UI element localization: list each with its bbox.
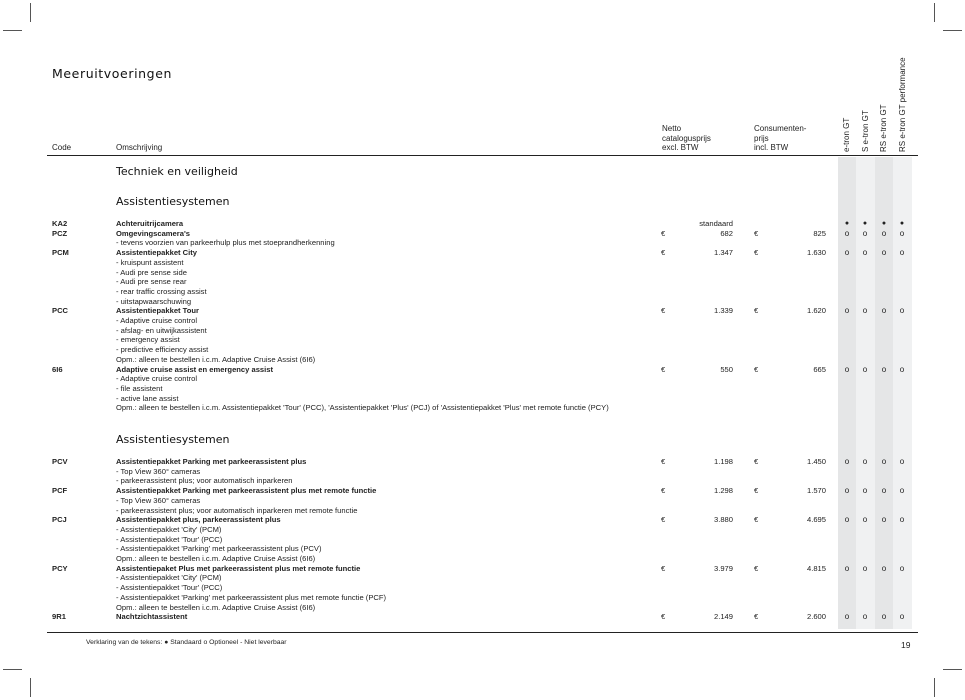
option-detail: - Assistentiepakket 'Parking' met parkeerassistent plus (PCV) <box>116 544 322 554</box>
consumer-price: 825 <box>813 228 826 238</box>
crop-mark-bottom-right-v <box>934 678 935 697</box>
netto-price: 1.298 <box>713 486 733 496</box>
option-detail: - Assistentiepakket 'Tour' (PCC) <box>116 534 223 544</box>
option-name: Assistentiepakket plus, parkeerassistent plus <box>116 515 281 525</box>
option-name: Assistentiepakket Parking met parkeerassistent plus met remote functie <box>116 486 377 496</box>
option-code: PCJ <box>52 515 67 525</box>
availability-mark: o <box>899 306 905 316</box>
option-detail: - kruispunt assistent <box>116 257 184 267</box>
crop-mark-bottom-right-h <box>943 669 962 670</box>
header-description: Omschrijving <box>116 143 163 152</box>
option-code: KA2 <box>52 219 68 228</box>
option-code: PCF <box>52 486 68 496</box>
consumer-price: 665 <box>813 364 826 374</box>
availability-mark: o <box>862 515 868 525</box>
euro-sign: € <box>754 486 759 496</box>
availability-mark: o <box>844 364 850 374</box>
option-detail: - file assistent <box>116 383 163 393</box>
page-title: Meeruitvoeringen <box>52 66 173 81</box>
availability-mark: o <box>899 612 905 622</box>
option-detail: - Adaptive cruise control <box>116 316 198 325</box>
option-code: PCV <box>52 457 68 466</box>
header-consumer-line: prijs <box>754 133 769 143</box>
availability-mark: o <box>899 228 905 238</box>
consumer-price: 1.450 <box>806 457 826 466</box>
euro-sign: € <box>661 306 666 316</box>
euro-sign: € <box>661 486 666 496</box>
availability-mark: o <box>881 306 887 316</box>
euro-sign: € <box>754 364 759 374</box>
header-model-3: RS e-tron GT <box>879 104 888 152</box>
euro-sign: € <box>754 248 759 258</box>
euro-sign: € <box>754 515 759 525</box>
option-detail: - Adaptive cruise control <box>116 374 198 384</box>
header-code: Code <box>52 143 72 152</box>
availability-mark: o <box>899 248 905 258</box>
option-detail: - tevens voorzien van parkeerhulp plus met stoeprandherkenning <box>116 238 335 248</box>
option-code: PCM <box>52 248 69 258</box>
availability-mark: o <box>844 306 850 316</box>
header-netto-price <box>662 124 711 153</box>
header-netto-line: excl. BTW <box>662 143 699 153</box>
option-name: Nachtzichtassistent <box>116 612 188 622</box>
option-name: Assistentiepaket Plus met parkeerassistent plus met remote functie <box>116 563 361 573</box>
option-detail: - Assistentiepakket 'Tour' (PCC) <box>116 583 223 593</box>
availability-mark: o <box>862 248 868 258</box>
option-detail: Opm.: alleen te bestellen i.c.m. Adaptive Cruise Assist (6I6) <box>116 602 316 612</box>
netto-price: 550 <box>720 364 733 374</box>
euro-sign: € <box>754 306 759 316</box>
option-detail: - Assistentiepakket 'City' (PCM) <box>116 573 222 583</box>
availability-mark: o <box>862 306 868 316</box>
option-code: PCC <box>52 306 69 316</box>
consumer-price: 4.815 <box>806 563 826 573</box>
netto-price: 3.979 <box>713 563 733 573</box>
section-heading: Assistentiesystemen <box>116 195 230 208</box>
crop-mark-top-left-h <box>3 30 22 31</box>
consumer-price: 1.620 <box>806 306 826 316</box>
netto-price: 1.198 <box>713 457 733 466</box>
availability-mark: ● <box>881 220 887 227</box>
euro-sign: € <box>661 364 666 374</box>
option-detail: - rear traffic crossing assist <box>116 286 207 296</box>
euro-sign: € <box>661 248 666 258</box>
option-detail: - Assistentiepakket 'Parking' met parkeerassistent plus met remote functie (PCF) <box>116 592 387 602</box>
euro-sign: € <box>754 457 759 466</box>
option-code: 9R1 <box>52 612 66 622</box>
option-detail: - Top View 360° cameras <box>116 466 201 476</box>
consumer-price: 1.630 <box>806 248 826 258</box>
option-code: PCY <box>52 563 68 573</box>
option-detail: Opm.: alleen te bestellen i.c.m. Assistentiepakket 'Tour' (PCC), 'Assistentiepakket 'Plus' (PCJ) of 'Assistentiepakket 'Plus' met remote functie (PCY) <box>116 403 609 413</box>
header-consumer-price <box>754 124 806 153</box>
availability-mark: o <box>844 228 850 238</box>
availability-mark: o <box>844 248 850 258</box>
option-detail: - Assistentiepakket 'City' (PCM) <box>116 524 222 534</box>
availability-mark: o <box>844 515 850 525</box>
option-name: Achteruitrijcamera <box>116 219 184 228</box>
availability-mark: o <box>899 457 905 466</box>
netto-price: 682 <box>720 228 733 238</box>
header-model-4: RS e-tron GT performance <box>898 57 907 152</box>
euro-sign: € <box>661 515 666 525</box>
availability-mark: o <box>844 612 850 622</box>
availability-mark: o <box>899 364 905 374</box>
option-detail: - predictive efficiency assist <box>116 345 209 355</box>
availability-mark: o <box>881 612 887 622</box>
option-detail: Opm.: alleen te bestellen i.c.m. Adaptive Cruise Assist (6I6) <box>116 554 316 563</box>
option-name: Assistentiepakket City <box>116 248 198 258</box>
option-name: Adaptive cruise assist en emergency assist <box>116 364 274 374</box>
option-code: PCZ <box>52 228 68 238</box>
availability-mark: o <box>899 486 905 496</box>
header-model-2: S e-tron GT <box>861 110 870 152</box>
availability-mark: o <box>862 612 868 622</box>
availability-mark: o <box>899 515 905 525</box>
netto-price: 1.347 <box>713 248 733 258</box>
option-detail: - Audi pre sense side <box>116 267 187 277</box>
footer-rule <box>47 632 918 633</box>
option-name: Assistentiepakket Tour <box>116 306 199 316</box>
availability-mark: o <box>899 563 905 573</box>
header-rule <box>47 155 918 156</box>
section-heading: Assistentiesystemen <box>116 433 230 446</box>
availability-mark: o <box>862 457 868 466</box>
header-netto-line: catalogusprijs <box>662 133 711 143</box>
crop-mark-top-right-v <box>934 3 935 22</box>
header-consumer-line: Consumenten- <box>754 124 807 133</box>
availability-mark: o <box>881 248 887 258</box>
crop-mark-bottom-left-v <box>30 678 31 697</box>
option-detail: - uitstapwaarschuwing <box>116 296 192 306</box>
crop-mark-top-left-v <box>30 3 31 22</box>
crop-mark-bottom-left-h <box>3 669 22 670</box>
availability-mark: ● <box>844 220 850 227</box>
option-detail: - active lane assist <box>116 393 179 403</box>
netto-price: 2.149 <box>713 612 733 622</box>
euro-sign: € <box>661 228 666 238</box>
euro-sign: € <box>661 612 666 622</box>
netto-price: 3.880 <box>713 515 733 525</box>
availability-mark: o <box>862 228 868 238</box>
consumer-price: 4.695 <box>806 515 826 525</box>
header-model-1: e-tron GT <box>842 117 851 152</box>
option-detail: - Audi pre sense rear <box>116 277 187 287</box>
option-detail: - Top View 360° cameras <box>116 495 201 505</box>
option-detail: - emergency assist <box>116 335 180 345</box>
option-name: Omgevingscamera's <box>116 228 190 238</box>
availability-mark: o <box>881 457 887 466</box>
availability-mark: o <box>862 486 868 496</box>
option-code: 6I6 <box>52 364 63 374</box>
availability-mark: o <box>881 228 887 238</box>
availability-mark: ● <box>862 220 868 227</box>
option-detail: Opm.: alleen te bestellen i.c.m. Adaptive Cruise Assist (6I6) <box>116 354 316 364</box>
header-consumer-line: incl. BTW <box>754 143 789 153</box>
price-note: standaard <box>699 219 733 228</box>
option-detail: - parkeerassistent plus; voor automatisch inparkeren <box>116 476 293 486</box>
availability-mark: o <box>881 364 887 374</box>
consumer-price: 2.600 <box>806 612 826 622</box>
availability-mark: o <box>881 515 887 525</box>
availability-mark: ● <box>899 220 905 227</box>
option-detail: - afslag- en uitwijkassistent <box>116 325 207 335</box>
option-name: Assistentiepakket Parking met parkeerassistent plus <box>116 457 307 466</box>
category-heading: Techniek en veiligheid <box>116 165 238 178</box>
page-number: 19 <box>901 640 911 650</box>
euro-sign: € <box>661 457 666 466</box>
netto-price: 1.339 <box>713 306 733 316</box>
option-detail: - parkeerassistent plus; voor automatisch inparkeren met remote functie <box>116 505 358 515</box>
availability-mark: o <box>881 486 887 496</box>
euro-sign: € <box>754 228 759 238</box>
euro-sign: € <box>754 563 759 573</box>
crop-mark-top-right-h <box>943 30 962 31</box>
euro-sign: € <box>661 563 666 573</box>
availability-mark: o <box>844 486 850 496</box>
header-netto-line: Netto <box>662 124 682 133</box>
availability-mark: o <box>881 563 887 573</box>
availability-mark: o <box>844 457 850 466</box>
availability-mark: o <box>844 563 850 573</box>
availability-mark: o <box>862 563 868 573</box>
availability-mark: o <box>862 364 868 374</box>
consumer-price: 1.570 <box>806 486 826 496</box>
euro-sign: € <box>754 612 759 622</box>
legend: Verklaring van de tekens: ● Standaard o Optioneel - Niet leverbaar <box>86 639 287 646</box>
